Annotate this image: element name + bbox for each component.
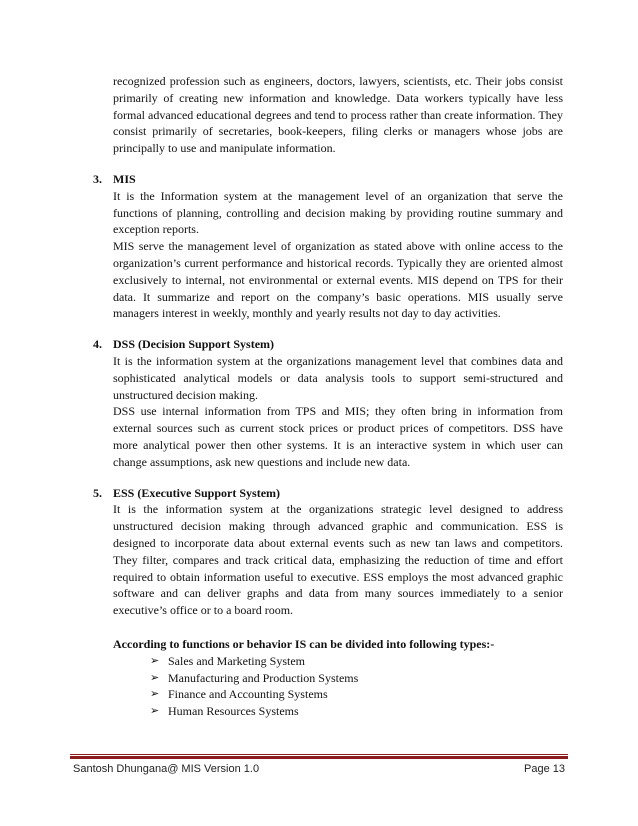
section-paragraph: It is the information system at the organizations management level that combines data and sophisticated analytical models or data analysis tools to support semi-structured and unstructured decision making. xyxy=(113,353,563,402)
section-title: ESS (Executive Support System) xyxy=(113,485,281,500)
section-ess xyxy=(93,485,563,619)
arrow-bullet-icon: ➢ xyxy=(150,687,160,701)
types-list xyxy=(113,653,563,720)
types-heading: According to functions or behavior IS can be divided into following types:- xyxy=(113,636,495,651)
page-body xyxy=(93,73,563,720)
list-item-label: Human Resources Systems xyxy=(168,704,299,719)
intro-paragraph: recognized profession such as engineers, doctors, lawyers, scientists, etc. Their jobs consist primarily of creating new information and knowledge. Data workers typically have less formal advanced educational degrees and tend to process rather than create information. They consist primarily of secretaries, book-keepers, filing clerks or managers whose jobs are principally to use and manipulate information. xyxy=(113,74,563,156)
list-item-label: Finance and Accounting Systems xyxy=(168,687,328,702)
arrow-bullet-icon: ➢ xyxy=(150,704,160,718)
arrow-bullet-icon: ➢ xyxy=(150,670,160,684)
section-paragraph: It is the information system at the organizations strategic level designed to address unstructured decision making through advanced graphic and communication. ESS is designed to incorporate data about external events such as new tan laws and competitors. They filter, compares and track critical data, emphasizing the reduction of time and effort required to obtain information useful to executive. ESS employs the most advanced graphic software and can deliver graphs and data from many sources immediately to a senior executive’s office or to a board room. xyxy=(113,502,563,618)
section-paragraph: MIS serve the management level of organization as stated above with online access to the organization’s current performance and historical records. Typically they are oriented almost exclusively to internal, not environmental or external events. MIS depend on TPS for their data. It summarize and report on the company’s basic operations. MIS usually serve managers interest in weekly, monthly and yearly results not day to day activities. xyxy=(113,239,563,321)
section-title: MIS xyxy=(113,171,136,186)
list-item-label: Sales and Marketing System xyxy=(168,653,305,668)
section-number: 4. xyxy=(93,337,102,352)
footer-author: Santosh Dhungana@ MIS Version 1.0 xyxy=(73,763,260,775)
list-item xyxy=(150,653,563,670)
section-paragraph: It is the Information system at the management level of an organization that serve the functions of planning, controlling and decision making by providing routine summary and exception reports. xyxy=(113,188,563,237)
section-mis xyxy=(93,171,563,322)
section-dss xyxy=(93,336,563,470)
page-footer xyxy=(73,763,565,775)
list-item xyxy=(150,670,563,687)
section-paragraph: DSS use internal information from TPS and MIS; they often bring in information from external sources such as current stock prices or product prices of competitors. DSS have more analytical power then other systems. It is an interactive system in which user can change assumptions, ask new questions and include new data. xyxy=(113,404,563,469)
section-title: DSS (Decision Support System) xyxy=(113,337,275,352)
arrow-bullet-icon: ➢ xyxy=(150,653,160,667)
list-item xyxy=(150,686,563,703)
footer-divider xyxy=(70,756,568,759)
list-item xyxy=(150,703,563,720)
section-number: 3. xyxy=(93,171,102,186)
footer-divider xyxy=(70,754,568,755)
page-number: Page 13 xyxy=(524,763,565,775)
list-item-label: Manufacturing and Production Systems xyxy=(168,670,359,685)
section-number: 5. xyxy=(93,485,102,500)
